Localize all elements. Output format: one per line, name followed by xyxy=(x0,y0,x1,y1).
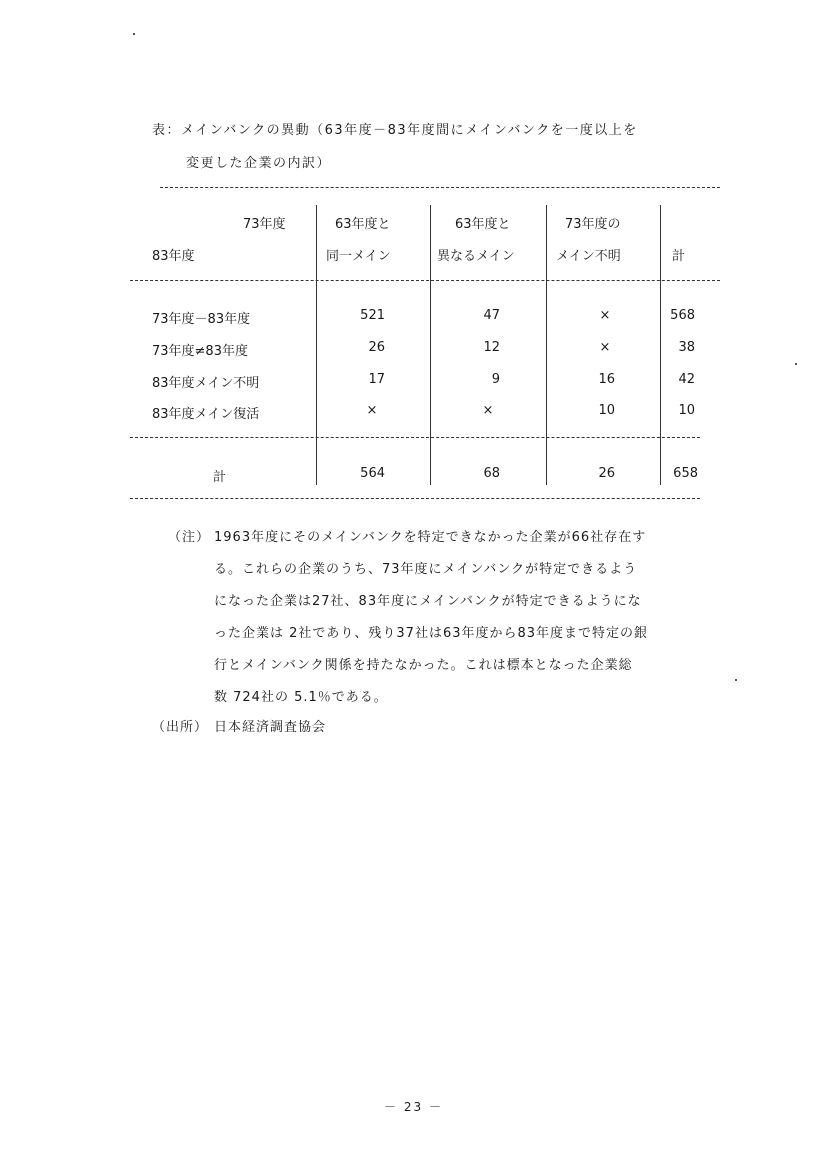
header-col3-line1: 73年度の xyxy=(565,217,621,232)
source-text: 日本経済調査協会 xyxy=(214,720,327,735)
column-separator-1 xyxy=(316,205,317,485)
table-title-line1: 表：メインバンクの異動（63年度－83年度間にメインバンクを一度以上を xyxy=(152,123,638,138)
column-separator-3 xyxy=(546,205,547,485)
total-value-col3: 26 xyxy=(598,466,615,481)
row-value-col1: 521 xyxy=(360,308,385,323)
note-line: 数 724社の 5.1％である。 xyxy=(214,690,388,705)
table-top-rule xyxy=(160,187,720,188)
note-prefix: （注） xyxy=(168,530,211,545)
header-col2-line2: 異なるメイン xyxy=(437,249,515,264)
table-bottom-rule xyxy=(130,498,700,499)
row-label: 73年度－83年度 xyxy=(152,312,251,327)
row-value-col3: 10 xyxy=(598,403,615,418)
note-line: 1963年度にそのメインバンクを特定できなかった企業が66社存在す xyxy=(214,530,647,545)
header-col-year-label: 83年度 xyxy=(152,249,195,264)
row-label: 83年度メイン不明 xyxy=(152,376,260,391)
table-header-rule xyxy=(130,280,720,281)
page-number: － 23 － xyxy=(384,1100,443,1114)
header-col1-line1: 63年度と xyxy=(335,217,391,232)
row-value-col4: 10 xyxy=(678,403,695,418)
row-value-col2: 12 xyxy=(483,340,500,355)
row-value-col1: 17 xyxy=(368,372,385,387)
note-line: 行とメインバンク関係を持たなかった。これは標本となった企業総 xyxy=(214,658,633,673)
row-value-col4: 42 xyxy=(678,372,695,387)
table-body-rule xyxy=(130,437,700,438)
total-label: 計 xyxy=(213,470,227,485)
header-col1-line2: 同一メイン xyxy=(326,249,391,264)
note-line: になった企業は27社、83年度にメインバンクが特定できるようにな xyxy=(214,594,642,609)
row-value-col3: × xyxy=(599,308,611,323)
column-separator-4 xyxy=(660,205,661,485)
note-line: った企業は 2社であり、残り37社は63年度から83年度まで特定の銀 xyxy=(214,626,649,641)
total-value-col4: 658 xyxy=(673,466,698,481)
header-row-year-label: 73年度 xyxy=(243,217,286,232)
row-value-col3: 16 xyxy=(598,372,615,387)
note-line: る。これらの企業のうち、73年度にメインバンクが特定できるよう xyxy=(214,562,638,577)
row-value-col3: × xyxy=(599,340,611,355)
column-separator-2 xyxy=(430,205,431,485)
row-value-col4: 38 xyxy=(678,340,695,355)
scan-speck xyxy=(795,363,797,365)
row-value-col1: 26 xyxy=(368,340,385,355)
row-value-col4: 568 xyxy=(670,308,695,323)
row-label: 83年度メイン復活 xyxy=(152,407,260,422)
header-col2-line1: 63年度と xyxy=(455,217,511,232)
row-value-col2: × xyxy=(482,403,494,418)
row-value-col2: 9 xyxy=(491,372,500,387)
table-title-line2: 変更した企業の内訳） xyxy=(186,156,332,171)
row-value-col2: 47 xyxy=(483,308,500,323)
total-value-col1: 564 xyxy=(360,466,385,481)
header-col3-line2: メイン不明 xyxy=(556,249,621,264)
scan-speck xyxy=(133,33,135,35)
scan-speck xyxy=(735,679,737,681)
total-value-col2: 68 xyxy=(483,466,500,481)
row-label: 73年度≠83年度 xyxy=(152,344,248,359)
header-col4-total: 計 xyxy=(672,249,686,264)
row-value-col1: × xyxy=(366,403,378,418)
source-prefix: （出所） xyxy=(152,720,209,735)
